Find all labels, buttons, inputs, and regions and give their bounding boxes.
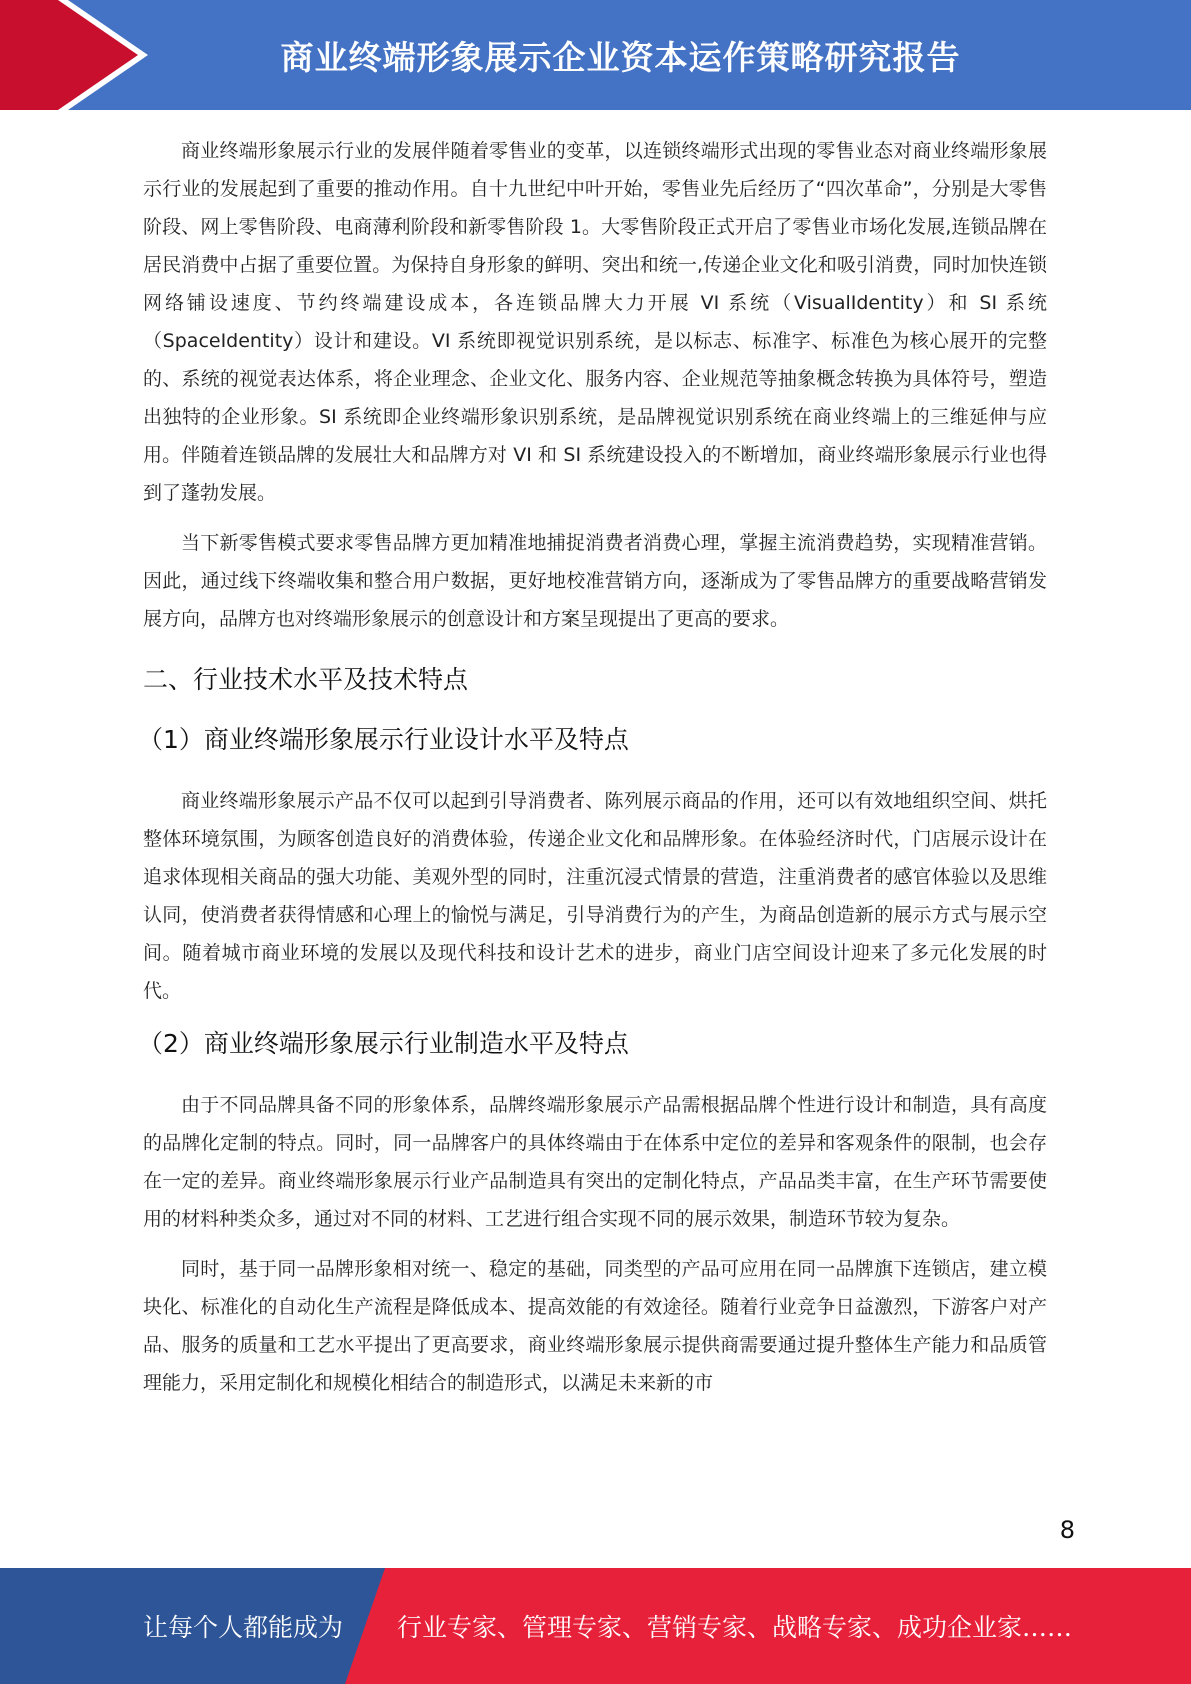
- paragraph: 同时，基于同一品牌形象相对统一、稳定的基础，同类型的产品可应用在同一品牌旗下连锁店，建立模块化、标准化的自动化生产流程是降低成本、提高效能的有效途径。随着行业竞争日益激烈，下游客户对产品、服务的质量和工艺水平提出了更高要求，商业终端形象展示提供商需要通过提升整体生产能力和品质管理能力，采用定制化和规模化相结合的制造形式，以满足未来新的市: [143, 1258, 1047, 1394]
- document-body: [138, 132, 1047, 1402]
- paragraph: 当下新零售模式要求零售品牌方更加精准地捕捉消费者消费心理，掌握主流消费趋势，实现精准营销。因此，通过线下终端收集和整合用户数据，更好地校准营销方向，逐渐成为了零售品牌方的重要战略营销发展方向，品牌方也对终端形象展示的创意设计和方案呈现提出了更高的要求。: [143, 532, 1047, 630]
- paragraph: 商业终端形象展示行业的发展伴随着零售业的变革，以连锁终端形式出现的零售业态对商业终端形象展示行业的发展起到了重要的推动作用。自十九世纪中叶开始，零售业先后经历了“四次革命”，分别是大零售阶段、网上零售阶段、电商薄利阶段和新零售阶段 1。大零售阶段正式开启了零售业市场化发展,连锁品牌在居民消费中占据了重要位置。为保持自身形象的鲜明、突出和统一,传递企业文化和吸引消费，同时加快连锁网络铺设速度、节约终端建设成本，各连锁品牌大力开展 VI 系统（VisualIdentity）和 SI 系统（SpaceIdentity）设计和建设。VI 系统即视觉识别系统，是以标志、标准字、标准色为核心展开的完整的、系统的视觉表达体系，将企业理念、企业文化、服务内容、企业规范等抽象概念转换为具体符号，塑造出独特的企业形象。SI 系统即企业终端形象识别系统，是品牌视觉识别系统在商业终端上的三维延伸与应用。伴随着连锁品牌的发展壮大和品牌方对 VI 和 SI 系统建设投入的不断增加，商业终端形象展示行业也得到了蓬勃发展。: [143, 140, 1047, 504]
- subsection-heading-design: （1）商业终端形象展示行业设计水平及特点: [138, 725, 629, 754]
- footer-slogan-left: 让每个人都能成为: [143, 1613, 344, 1642]
- footer-banner: [0, 1568, 1191, 1684]
- chevron-arrow-icon: [0, 0, 160, 110]
- subsection-heading-manufacturing: （2）商业终端形象展示行业制造水平及特点: [138, 1029, 629, 1058]
- header-banner: [0, 0, 1191, 110]
- paragraph: 商业终端形象展示产品不仅可以起到引导消费者、陈列展示商品的作用，还可以有效地组织空间、烘托整体环境氛围，为顾客创造良好的消费体验，传递企业文化和品牌形象。在体验经济时代，门店展示设计在追求体现相关商品的强大功能、美观外型的同时，注重沉浸式情景的营造，注重消费者的感官体验以及思维认同，使消费者获得情感和心理上的愉悦与满足，引导消费行为的产生，为商品创造新的展示方式与展示空间。随着城市商业环境的发展以及现代科技和设计艺术的进步，商业门店空间设计迎来了多元化发展的时代。: [143, 790, 1047, 1002]
- footer-slogan-right: 行业专家、管理专家、营销专家、战略专家、成功企业家……: [397, 1613, 1073, 1642]
- section-heading: 二、行业技术水平及技术特点: [143, 665, 469, 694]
- paragraph: 由于不同品牌具备不同的形象体系，品牌终端形象展示产品需根据品牌个性进行设计和制造，具有高度的品牌化定制的特点。同时，同一品牌客户的具体终端由于在体系中定位的差异和客观条件的限制，也会存在一定的差异。商业终端形象展示行业产品制造具有突出的定制化特点，产品品类丰富，在生产环节需要使用的材料种类众多，通过对不同的材料、工艺进行组合实现不同的展示效果，制造环节较为复杂。: [143, 1094, 1047, 1230]
- report-title: 商业终端形象展示企业资本运作策略研究报告: [280, 37, 961, 77]
- page-number: 8: [1059, 1516, 1075, 1544]
